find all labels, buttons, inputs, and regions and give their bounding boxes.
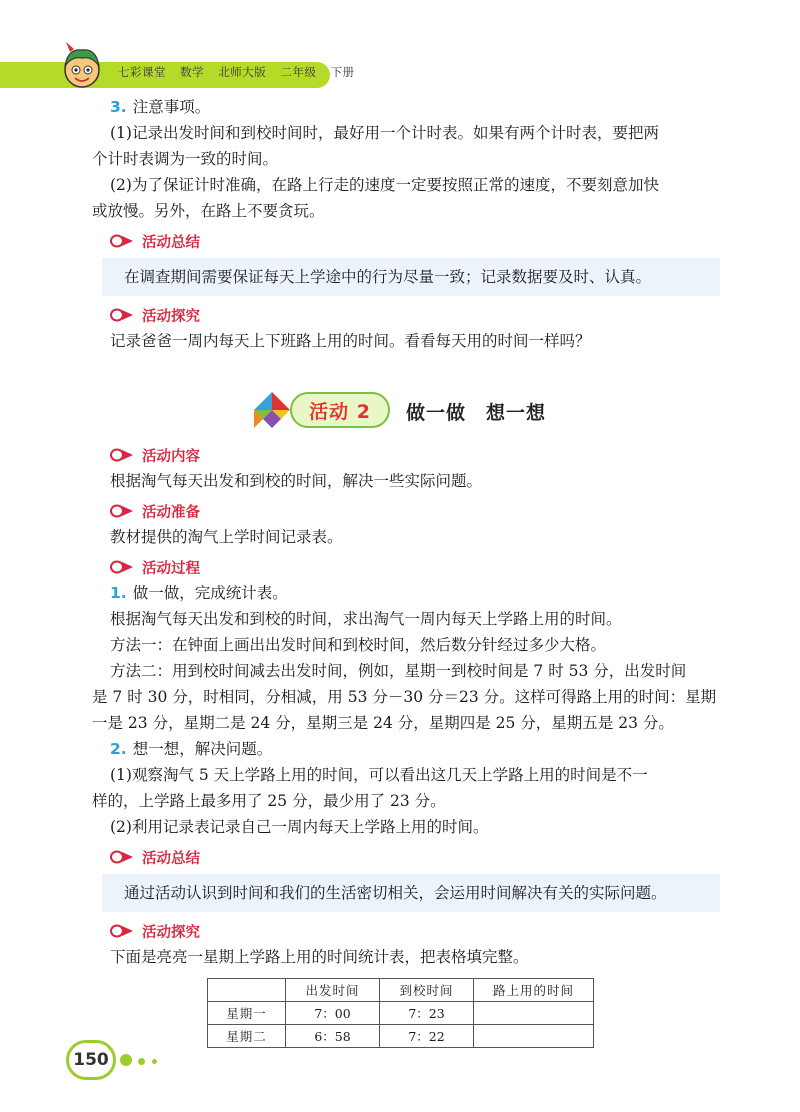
section3-p1-line2: 个计时表调为一致的时间。	[92, 150, 279, 168]
table-cell	[474, 1025, 594, 1048]
process-line7: 样的，上学路上最多用了 25 分，最少用了 23 分。	[92, 792, 446, 810]
arrow-icon	[110, 850, 134, 864]
summary1-box	[102, 258, 720, 296]
table-header-row	[208, 979, 594, 1002]
table-row	[208, 1025, 594, 1048]
table-cell	[474, 1002, 594, 1025]
section3-heading	[110, 94, 720, 120]
tangram-icon	[250, 388, 294, 432]
process-line5: 一是 23 分，星期二是 24 分，星期三是 24 分，星期四是 25 分，星期五是 23 分。	[92, 714, 674, 732]
arrow-icon	[110, 504, 134, 518]
arrow-icon	[110, 924, 134, 938]
header-series: 七彩课堂	[118, 65, 166, 79]
decor-dot	[138, 1058, 145, 1065]
header-subject: 数学	[180, 65, 205, 79]
header-edition: 北师大版	[218, 65, 267, 79]
activity2-badge	[290, 392, 390, 428]
table-cell: 6：58	[286, 1025, 380, 1048]
step1-title: 做一做，完成统计表。	[132, 584, 288, 602]
decor-dot	[152, 1059, 157, 1064]
table-header-cell: 出发时间	[286, 979, 380, 1002]
step2-number: 2.	[110, 740, 127, 758]
explore2-label-text: 活动探究	[142, 924, 200, 941]
table-header-cell: 到校时间	[380, 979, 474, 1002]
process-line8: (2)利用记录表记录自己一周内每天上学路上用的时间。	[110, 818, 489, 836]
process-label-text: 活动过程	[142, 560, 200, 577]
table-row	[208, 1002, 594, 1025]
header-grade: 二年级	[280, 65, 317, 79]
step1-heading	[110, 580, 720, 606]
explore1-label	[110, 302, 720, 328]
commute-time-table	[207, 978, 594, 1048]
table-cell: 星期二	[208, 1025, 286, 1048]
content-label	[110, 442, 720, 468]
process-line2: 方法一：在钟面上画出出发时间和到校时间，然后数分针经过多少大格。	[110, 636, 607, 654]
summary2-label	[110, 844, 720, 870]
table-cell: 星期一	[208, 1002, 286, 1025]
header-volume: 下册	[330, 65, 355, 79]
explore2-text: 下面是亮亮一星期上学路上用的时间统计表，把表格填完整。	[110, 948, 529, 966]
mascot-icon	[56, 40, 108, 92]
step1-number: 1.	[110, 584, 127, 602]
summary1-label	[110, 228, 720, 254]
table-header-cell: 路上用的时间	[474, 979, 594, 1002]
header-breadcrumb	[118, 64, 365, 80]
activity2-title: 做一做 想一想	[406, 402, 547, 424]
summary2-box	[102, 874, 720, 912]
explore2-label	[110, 918, 720, 944]
activity2-heading	[110, 386, 720, 438]
process-line4: 是 7 时 30 分，时相同，分相减，用 53 分－30 分＝23 分。这样可得路上用的时间：星期	[92, 688, 717, 706]
summary1-label-text: 活动总结	[142, 234, 200, 251]
summary2-text: 通过活动认识到时间和我们的生活密切相关，会运用时间解决有关的实际问题。	[124, 884, 667, 902]
page-content	[92, 94, 720, 1048]
table-header-cell	[208, 979, 286, 1002]
page-number-text: 150	[73, 1050, 109, 1070]
arrow-icon	[110, 308, 134, 322]
step2-heading	[110, 736, 720, 762]
section3-p1-line1: (1)记录出发时间和到校时间时，最好用一个计时表。如果有两个计时表，要把两	[110, 124, 659, 142]
section3-title: 注意事项。	[132, 98, 211, 116]
table-cell: 7：23	[380, 1002, 474, 1025]
page-number	[66, 1040, 116, 1080]
table-cell: 7：00	[286, 1002, 380, 1025]
table-cell: 7：22	[380, 1025, 474, 1048]
prep-label	[110, 498, 720, 524]
arrow-icon	[110, 560, 134, 574]
arrow-icon	[110, 448, 134, 462]
summary2-label-text: 活动总结	[142, 850, 200, 867]
content-text: 根据淘气每天出发和到校的时间，解决一些实际问题。	[110, 472, 483, 490]
explore1-label-text: 活动探究	[142, 308, 200, 325]
arrow-icon	[110, 234, 134, 248]
process-line6: (1)观察淘气 5 天上学路上用的时间，可以看出这几天上学路上用的时间是不一	[110, 766, 648, 784]
explore1-text: 记录爸爸一周内每天上下班路上用的时间。看看每天用的时间一样吗？	[110, 332, 591, 350]
prep-label-text: 活动准备	[142, 504, 200, 521]
step2-title: 想一想，解决问题。	[132, 740, 273, 758]
activity2-badge-text: 活动 2	[309, 400, 371, 423]
process-line3: 方法二：用到校时间减去出发时间，例如，星期一到校时间是 7 时 53 分，出发时间	[110, 662, 687, 680]
content-label-text: 活动内容	[142, 448, 200, 465]
decor-dot	[120, 1054, 132, 1066]
process-line1: 根据淘气每天出发和到校的时间，求出淘气一周内每天上学路上用的时间。	[110, 610, 622, 628]
summary1-text: 在调查期间需要保证每天上学途中的行为尽量一致；记录数据要及时、认真。	[124, 268, 652, 286]
prep-text: 教材提供的淘气上学时间记录表。	[110, 528, 343, 546]
process-label	[110, 554, 720, 580]
section3-p2-line2: 或放慢。另外，在路上不要贪玩。	[92, 202, 325, 220]
section3-p2-line1: (2)为了保证计时准确，在路上行走的速度一定要按照正常的速度，不要刻意加快	[110, 176, 659, 194]
section3-number: 3.	[110, 98, 127, 116]
